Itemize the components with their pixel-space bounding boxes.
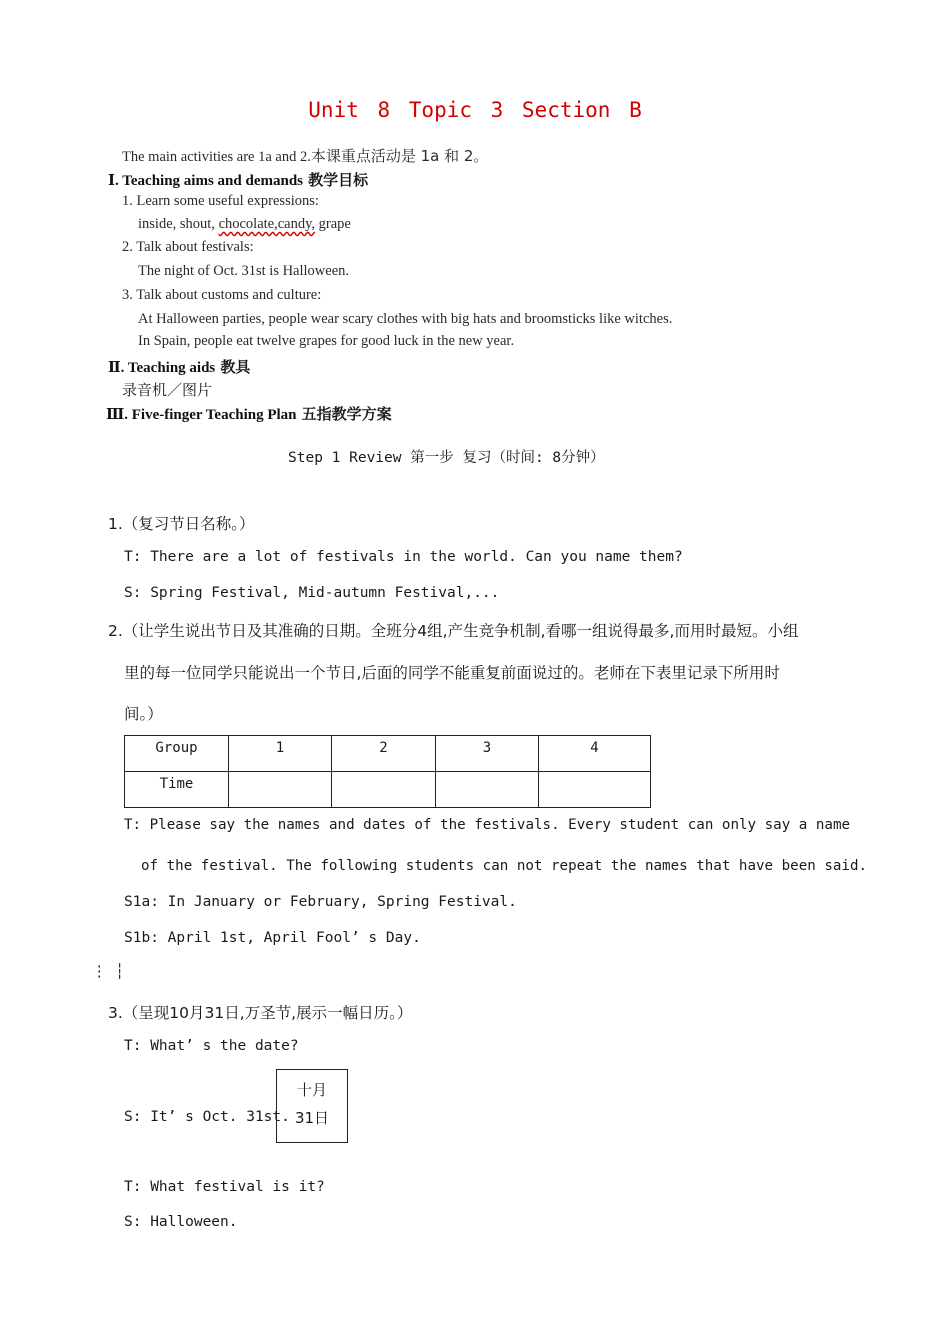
- table-cell: 1: [229, 736, 332, 772]
- activity2-note-2: 里的每一位同学只能说出一个节日,后面的同学不能重复前面说过的。老师在下表里记录下所用时: [124, 664, 780, 682]
- page-title: Unit 8 Topic 3 Section B: [308, 98, 642, 122]
- table-cell: Time: [125, 772, 229, 808]
- table-row: [125, 736, 651, 772]
- activity2-num: 2.: [108, 622, 123, 640]
- activity2-student-1a: S1a: In January or February, Spring Festival.: [124, 894, 517, 910]
- activity1-note-text: （复习节日名称。）: [122, 515, 255, 533]
- activity2-note-1: [108, 619, 798, 641]
- activity2-note-line1: （让学生说出节日及其准确的日期。全班分4组,产生竞争机制,看哪一组说得最多,而用时最短。小组: [122, 622, 799, 640]
- section2-heading-en: Ⅱ. Teaching aids: [108, 360, 216, 376]
- table-cell: 3: [436, 736, 539, 772]
- table-cell: 2: [332, 736, 436, 772]
- calendar-box: [276, 1069, 348, 1143]
- calendar-day: 31日: [294, 1109, 330, 1127]
- section3-heading: [106, 403, 392, 424]
- activity3-student-2: S: Halloween.: [124, 1214, 238, 1230]
- section3-heading-cn: 五指教学方案: [301, 405, 392, 423]
- activity3-teacher-1: T: What’ s the date?: [124, 1038, 299, 1054]
- aim-1-detail-prefix: inside, shout,: [138, 216, 219, 232]
- table-cell: [539, 772, 651, 808]
- aim-1-detail-suffix: grape: [315, 216, 351, 232]
- step1-heading: Step 1 Review 第一步 复习（时间: 8分钟）: [288, 450, 605, 466]
- section2-heading-cn: 教具: [220, 358, 251, 376]
- aim-2-label: 2. Talk about festivals:: [122, 239, 254, 255]
- section3-heading-en: Ⅲ. Five-finger Teaching Plan: [106, 407, 297, 423]
- aim-3-detail-1: At Halloween parties, people wear scary clothes with big hats and broomsticks like witches.: [138, 311, 673, 327]
- aim-3-detail-2: In Spain, people eat twelve grapes for good luck in the new year.: [138, 333, 515, 349]
- main-activities: [122, 145, 488, 166]
- aim-1-detail-wavy: chocolate,candy,: [218, 216, 316, 232]
- section2-heading: [108, 356, 250, 377]
- activity3-num: 3.: [108, 1004, 123, 1022]
- table-cell: [436, 772, 539, 808]
- activity3-note: [108, 1001, 412, 1023]
- aim-3-label: 3. Talk about customs and culture:: [122, 287, 322, 303]
- activity1-note: [108, 512, 255, 534]
- section1-heading-cn: 教学目标: [308, 171, 369, 189]
- aim-1-label: 1. Learn some useful expressions:: [122, 193, 319, 209]
- aim-2-detail: The night of Oct. 31st is Halloween.: [138, 263, 350, 279]
- activity1-teacher: T: There are a lot of festivals in the world. Can you name them?: [124, 549, 683, 565]
- table-cell: [332, 772, 436, 808]
- table-cell: Group: [125, 736, 229, 772]
- group-time-table: [124, 735, 651, 808]
- calendar-month: 十月: [296, 1081, 327, 1099]
- main-activities-cn: 本课重点活动是 1a 和 2。: [310, 147, 489, 165]
- aim-1-detail: [138, 216, 351, 233]
- teaching-aids: 录音机／图片: [122, 381, 213, 399]
- activity1-num: 1.: [108, 515, 123, 533]
- activity2-student-1b: S1b: April 1st, April Fool’ s Day.: [124, 930, 421, 946]
- section1-heading: [108, 169, 368, 190]
- activity3-note-text: （呈现10月31日,万圣节,展示一幅日历。）: [122, 1004, 413, 1022]
- table-row: [125, 772, 651, 808]
- activity3-student-1: S: It’ s Oct. 31st.: [124, 1109, 290, 1125]
- table-cell: 4: [539, 736, 651, 772]
- ellipsis-marker: ⋮ ┆: [92, 964, 124, 980]
- activity3-teacher-2: T: What festival is it?: [124, 1179, 325, 1195]
- section1-heading-en: Ⅰ. Teaching aims and demands: [108, 173, 303, 189]
- activity1-student: S: Spring Festival, Mid-autumn Festival,...: [124, 585, 500, 601]
- activity2-teacher-2: of the festival. The following students can not repeat the names that have been said.: [141, 858, 868, 874]
- activity2-teacher-1: T: Please say the names and dates of the festivals. Every student can only say a name: [124, 817, 851, 833]
- table-cell: [229, 772, 332, 808]
- activity2-note-3: 间。）: [124, 705, 163, 723]
- main-activities-en: The main activities are 1a and 2.: [122, 149, 311, 165]
